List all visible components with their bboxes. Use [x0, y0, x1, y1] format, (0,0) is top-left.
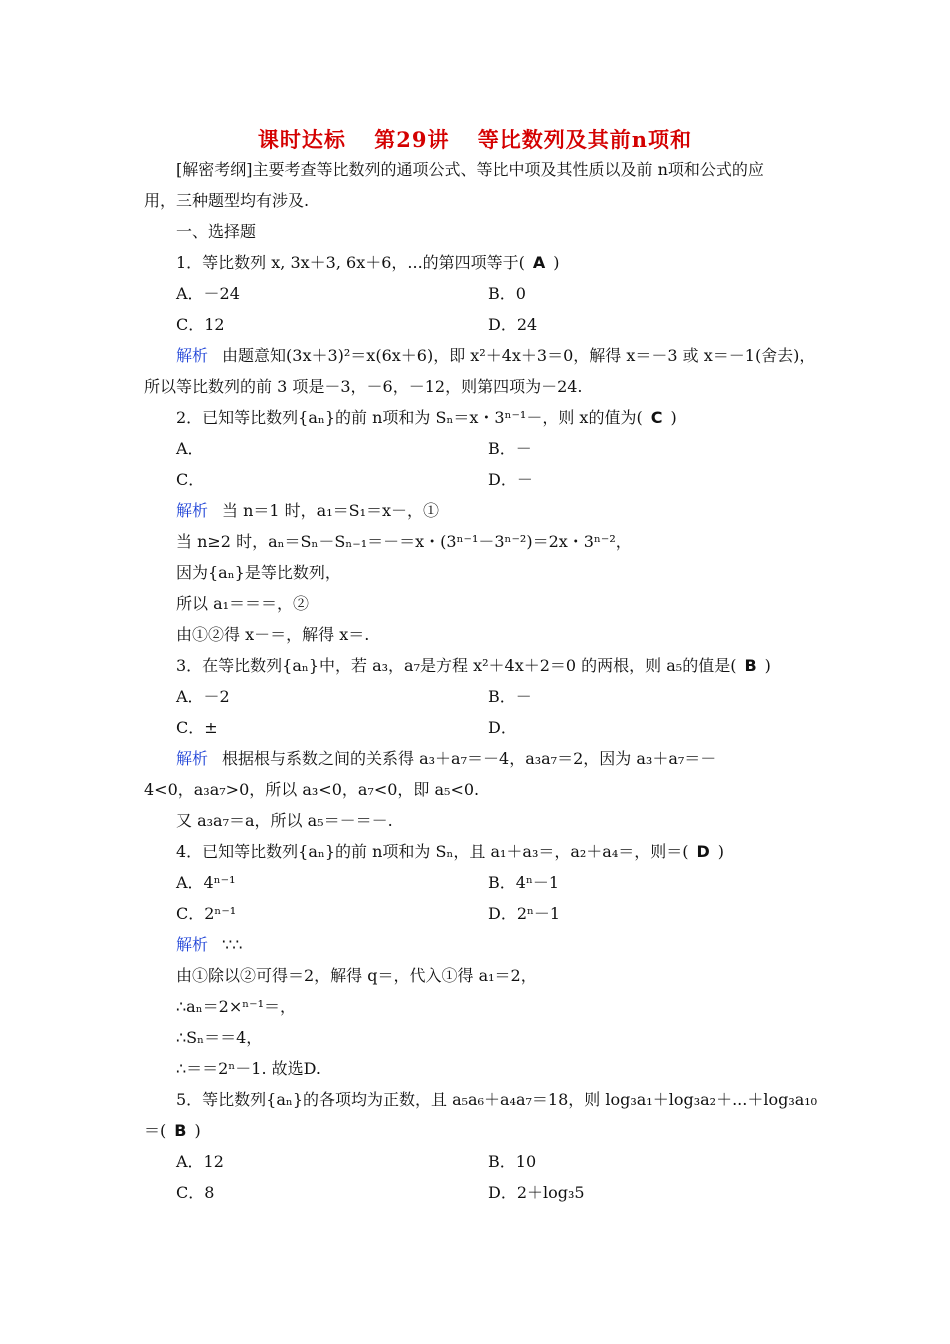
question-5-stem-cont: ＝( B ): [144, 1121, 201, 1140]
q4-option-b: B．4ⁿ－1: [488, 873, 560, 892]
q4-option-a: A．4ⁿ⁻¹: [176, 873, 236, 892]
q2-solution-5: 由①②得 x－＝，解得 x＝.: [176, 625, 370, 644]
section-heading: 一、选择题: [176, 222, 257, 241]
q5-option-c: C．8: [176, 1183, 215, 1202]
answer-3: B: [744, 656, 757, 675]
intro-line-2: 用，三种题型均有涉及.: [144, 191, 310, 210]
q5-option-d: D．2＋log₃5: [488, 1183, 585, 1202]
title-part-2: 第29讲: [374, 127, 450, 152]
analysis-label: 解析: [176, 935, 209, 954]
q4-solution-2: 由①除以②可得＝2，解得 q＝，代入①得 a₁＝2，: [176, 966, 537, 985]
q4-solution-3: ∴aₙ＝2×ⁿ⁻¹＝，: [176, 997, 297, 1016]
q2-option-d: D．－: [488, 470, 533, 489]
analysis-label: 解析: [176, 346, 209, 365]
intro-line-1: [解密考纲]主要考查等比数列的通项公式、等比中项及其性质以及前 n项和公式的应: [176, 160, 764, 179]
title-part-3: 等比数列及其前n项和: [477, 127, 693, 152]
q5-option-a: A．12: [176, 1152, 224, 1171]
analysis-label: 解析: [176, 749, 209, 768]
answer-2: C: [650, 408, 663, 427]
q2-option-a: A．: [176, 439, 204, 458]
q2-option-b: B．－: [488, 439, 532, 458]
q3-option-a: A．－2: [176, 687, 230, 706]
question-4-stem: 4．已知等比数列{aₙ}的前 n项和为 Sₙ，且 a₁＋a₃＝，a₂＋a₄＝，则＝( D ): [176, 842, 725, 861]
q2-option-c: C．: [176, 470, 205, 489]
q3-solution-3: 又 a₃a₇＝a，所以 a₅＝－＝－.: [176, 811, 393, 830]
q1-option-d: D．24: [488, 315, 538, 334]
q2-solution-1: 解析 当 n＝1 时，a₁＝S₁＝x－，①: [176, 501, 440, 520]
q1-option-a: A．－24: [176, 284, 240, 303]
q1-solution-2: 所以等比数列的前 3 项是－3，－6，－12，则第四项为－24.: [144, 377, 583, 396]
q1-solution-1: 解析 由题意知(3x＋3)²＝x(6x＋6)，即 x²＋4x＋3＝0，解得 x＝－3 或 x＝－1(舍去)，: [176, 346, 816, 365]
q3-solution-1: 解析 根据根与系数之间的关系得 a₃＋a₇＝－4，a₃a₇＝2，因为 a₃＋a₇＝－: [176, 749, 717, 768]
page-title: [0, 124, 950, 154]
q2-solution-3: 因为{aₙ}是等比数列，: [176, 563, 341, 582]
analysis-label: 解析: [176, 501, 209, 520]
question-1-stem: 1．等比数列 x, 3x＋3, 6x＋6，...的第四项等于( A ): [176, 253, 560, 272]
question-3-stem: 3．在等比数列{aₙ}中，若 a₃，a₇是方程 x²＋4x＋2＝0 的两根，则 a₅的值是( B ): [176, 656, 771, 675]
q2-solution-4: 所以 a₁＝＝＝，②: [176, 594, 310, 613]
q4-solution-5: ∴＝＝2ⁿ－1. 故选D.: [176, 1059, 321, 1078]
q3-option-b: B．－: [488, 687, 532, 706]
question-5-stem: 5．等比数列{aₙ}的各项均为正数，且 a₅a₆＋a₄a₇＝18，则 log₃a₁＋log₃a₂＋...＋log₃a₁₀: [176, 1090, 818, 1109]
q4-option-c: C．2ⁿ⁻¹: [176, 904, 237, 923]
q2-solution-2: 当 n≥2 时，aₙ＝Sₙ－Sₙ₋₁＝－＝x・(3ⁿ⁻¹－3ⁿ⁻²)＝2x・3ⁿ⁻²，: [176, 532, 632, 551]
q1-option-b: B．0: [488, 284, 526, 303]
title-part-1: 课时达标: [257, 127, 346, 152]
answer-4: D: [696, 842, 710, 861]
question-2-stem: 2．已知等比数列{aₙ}的前 n项和为 Sₙ＝x・3ⁿ⁻¹－，则 x的值为( C ): [176, 408, 677, 427]
q3-solution-2: 4<0，a₃a₇>0，所以 a₃<0，a₇<0，即 a₅<0.: [144, 780, 480, 799]
answer-1: A: [532, 253, 546, 272]
q4-solution-1: 解析 ∵∴: [176, 935, 243, 954]
q4-solution-4: ∴Sₙ＝＝4，: [176, 1028, 263, 1047]
q3-option-d: D．: [488, 718, 517, 737]
answer-5: B: [174, 1121, 187, 1140]
q5-option-b: B．10: [488, 1152, 537, 1171]
q1-option-c: C．12: [176, 315, 225, 334]
q3-option-c: C．±: [176, 718, 218, 737]
q4-option-d: D．2ⁿ－1: [488, 904, 561, 923]
